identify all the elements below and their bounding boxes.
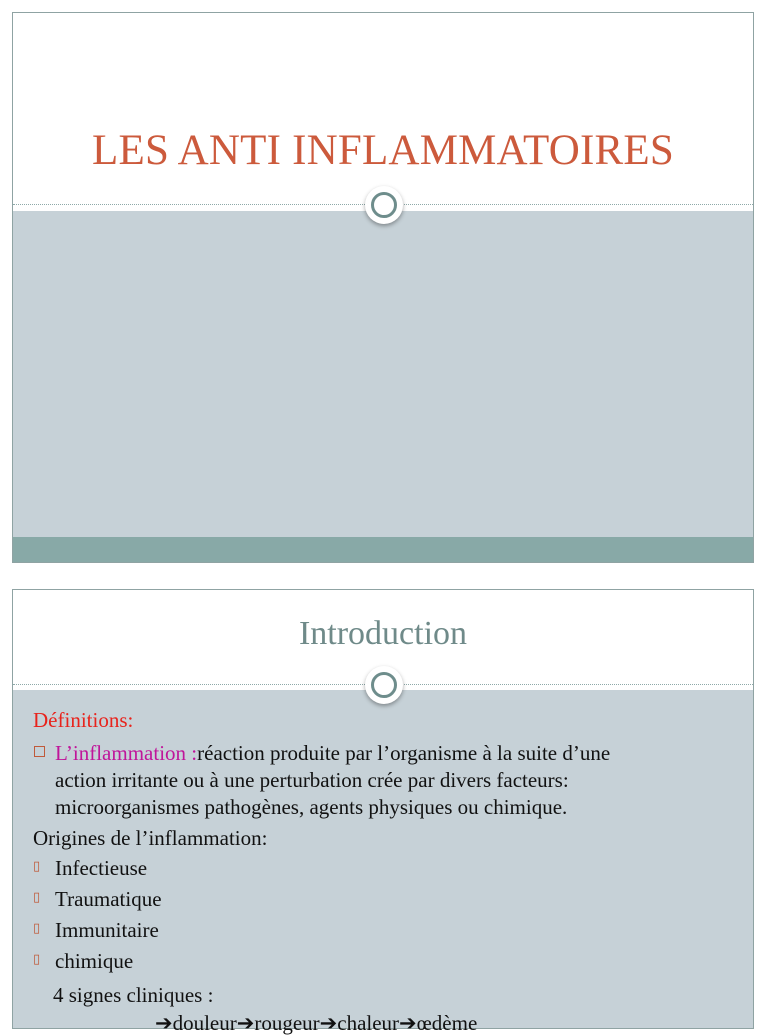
origins-heading: Origines de l’inflammation: <box>33 826 268 850</box>
bullet-icon: ▯ <box>33 920 41 935</box>
bullet-icon: ▯ <box>33 951 41 966</box>
circle-ornament-icon <box>365 666 403 704</box>
origin-item: Immunitaire <box>55 918 159 942</box>
definition-line-2: action irritante ou à une perturbation crée par divers facteurs: <box>55 768 569 792</box>
title-slide <box>12 12 754 563</box>
bullet-icon: ▯ <box>33 889 41 904</box>
bullet-icon: ▯ <box>33 858 41 873</box>
signs-line: ➔douleur➔rougeur➔chaleur➔œdème <box>155 1011 478 1035</box>
square-bullet-icon <box>34 746 45 757</box>
definition-term: L’inflammation : <box>55 741 198 765</box>
footer-band <box>13 537 753 563</box>
definitions-heading: Définitions: <box>33 708 134 732</box>
definition-line-3: microorganismes pathogènes, agents physiques ou chimique. <box>55 795 568 819</box>
signs-heading: 4 signes cliniques : <box>53 983 214 1007</box>
definition-text-1: réaction produite par l’organisme à la suite d’une <box>197 741 611 765</box>
origin-item: Traumatique <box>55 887 162 911</box>
circle-ornament-icon <box>365 186 403 224</box>
origin-item: chimique <box>55 949 134 973</box>
title-area <box>13 13 753 211</box>
definition-line-1 <box>55 740 610 766</box>
presentation-title: LES ANTI INFLAMMATOIRES <box>92 127 674 174</box>
origin-item: Infectieuse <box>55 856 148 880</box>
slide-title: Introduction <box>298 615 468 652</box>
content-area <box>13 211 753 537</box>
